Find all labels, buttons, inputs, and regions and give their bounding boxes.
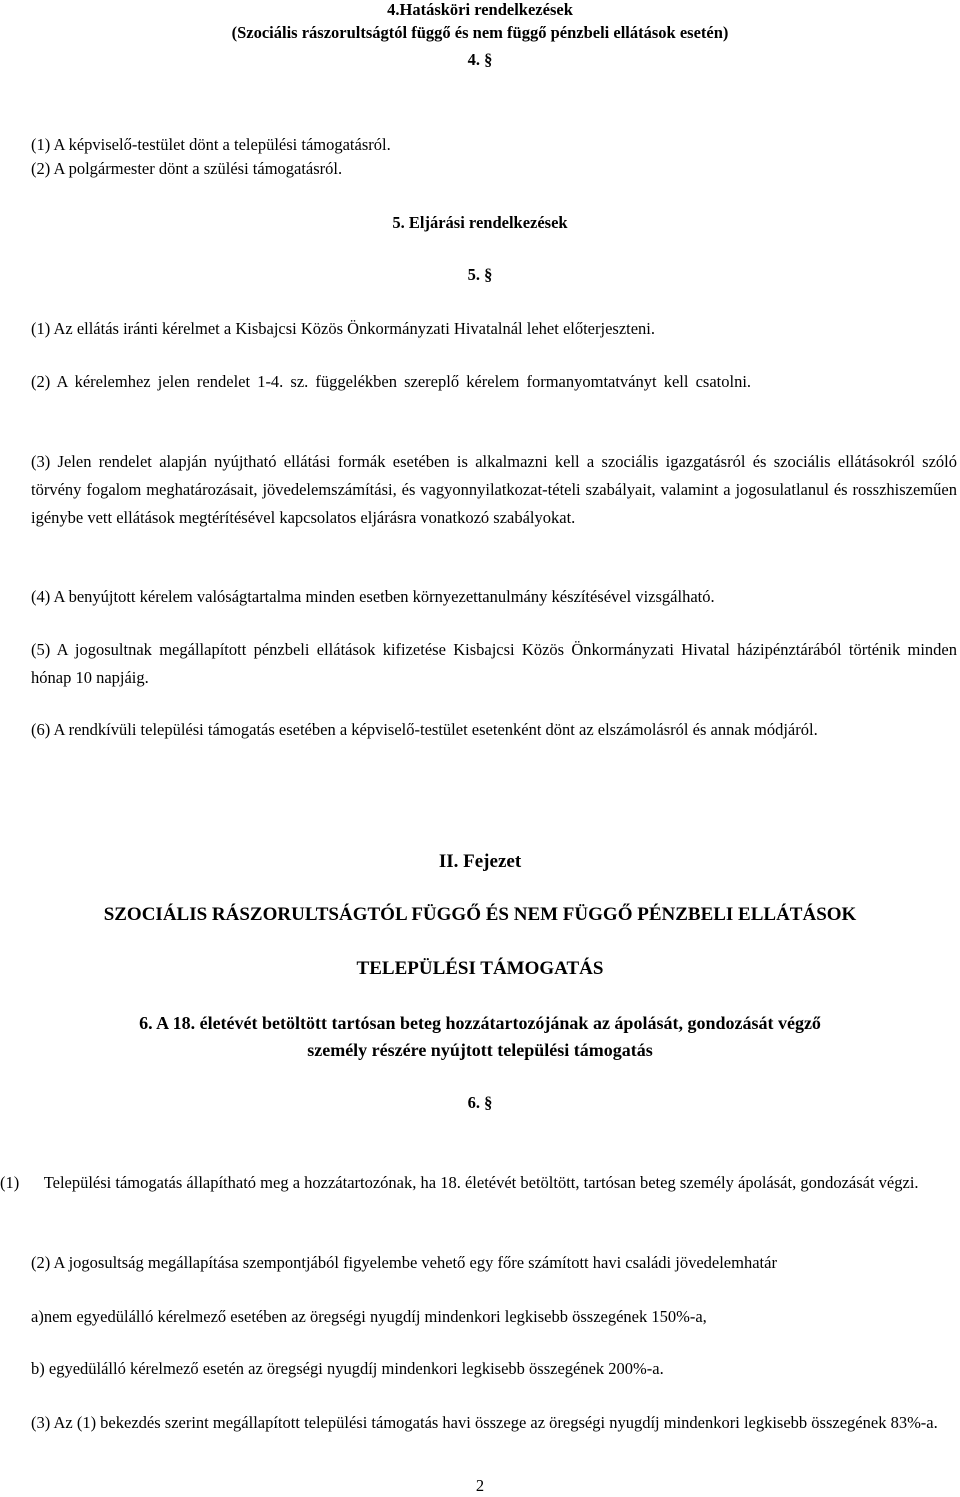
section6-paragraph-1: (1) Települési támogatás állapítható meg a hozzátartozónak, ha 18. életévét betöltött, tartósan beteg személy ápolását, gondozását végzi. xyxy=(0,1173,919,1192)
section4-paragraph-1: (1) A képviselő-testület dönt a települési támogatásról. xyxy=(31,135,391,154)
section5-paragraph-6: (6) A rendkívüli települési támogatás esetében a képviselő-testület esetenként dönt az elszámolásról és annak módjáról. xyxy=(31,720,818,739)
section4-paragraph-2: (2) A polgármester dönt a szülési támogatásról. xyxy=(31,159,343,178)
section6-paragraph-2-intro: (2) A jogosultság megállapítása szempontjából figyelembe vehető egy főre számított havi családi jövedelemhatár xyxy=(31,1253,777,1272)
section5-paragraph-1: (1) Az ellátás iránti kérelmet a Kisbajcsi Közös Önkormányzati Hivatalnál lehet előterjeszteni. xyxy=(31,319,656,338)
chapter-subheading: TELEPÜLÉSI TÁMOGATÁS xyxy=(356,958,604,979)
section5-paragraph-5: (5) A jogosultnak megállapított pénzbeli ellátások kifizetése Kisbajcsi Közös Önkormányzati Hivatal házipénztárából történik minden hónap 10 napjáig. xyxy=(31,640,957,687)
chapter-title: II. Fejezet xyxy=(438,851,522,872)
section6-paragraph-2-a: a)nem egyedülálló kérelmező esetében az öregségi nyugdíj mindenkori legkisebb összegének 150%-a, xyxy=(31,1307,707,1326)
section6-paragraph-3: (3) Az (1) bekezdés szerint megállapított települési támogatás havi összege az öregségi nyugdíj mindenkori legkisebb összegének 83%-a. xyxy=(31,1413,938,1432)
section6-title-line-1: 6. A 18. életévét betöltött tartósan beteg hozzátartozójának az ápolását, gondozását végző xyxy=(139,1013,821,1033)
chapter-heading: SZOCIÁLIS RÁSZORULTSÁGTÓL FÜGGŐ ÉS NEM FÜGGŐ PÉNZBELI ELLÁTÁSOK xyxy=(103,904,857,925)
section5-title: 5. Eljárási rendelkezések xyxy=(392,213,568,232)
section6-title-line-2: személy részére nyújtott települési támogatás xyxy=(307,1040,653,1060)
section6-paragraph-symbol: 6. § xyxy=(467,1093,493,1112)
section4-paragraph-symbol: 4. § xyxy=(467,50,493,69)
section6-paragraph-2-b: b) egyedülálló kérelmező esetén az öregségi nyugdíj mindenkori legkisebb összegének 200%-a. xyxy=(31,1359,664,1378)
section5-paragraph-4: (4) A benyújtott kérelem valóságtartalma minden esetben környezettanulmány készítésével vizsgálható. xyxy=(31,587,715,606)
section5-paragraph-3: (3) Jelen rendelet alapján nyújtható ellátási formák esetében is alkalmazni kell a szociális igazgatásról és szociális ellátásokról szóló törvény fogalom meghatározásait, jövedelemszámítási, és vagyonnyilatkozat-tételi szabályait, valamint a jogosulatlanul és rosszhiszeműen igénybe vett ellátások megtérítésével kapcsolatos eljárásra vonatkozó szabályokat. xyxy=(31,452,957,527)
section4-title: 4.Hatásköri rendelkezések xyxy=(387,0,573,19)
page-number: 2 xyxy=(475,1476,485,1495)
section5-paragraph-2: (2) A kérelemhez jelen rendelet 1-4. sz. függelékben szereplő kérelem formanyomtatványt kell csatolni. xyxy=(31,372,752,391)
section4-subtitle: (Szociális rászorultságtól függő és nem függő pénzbeli ellátások esetén) xyxy=(231,23,729,42)
section5-paragraph-symbol: 5. § xyxy=(467,265,493,284)
